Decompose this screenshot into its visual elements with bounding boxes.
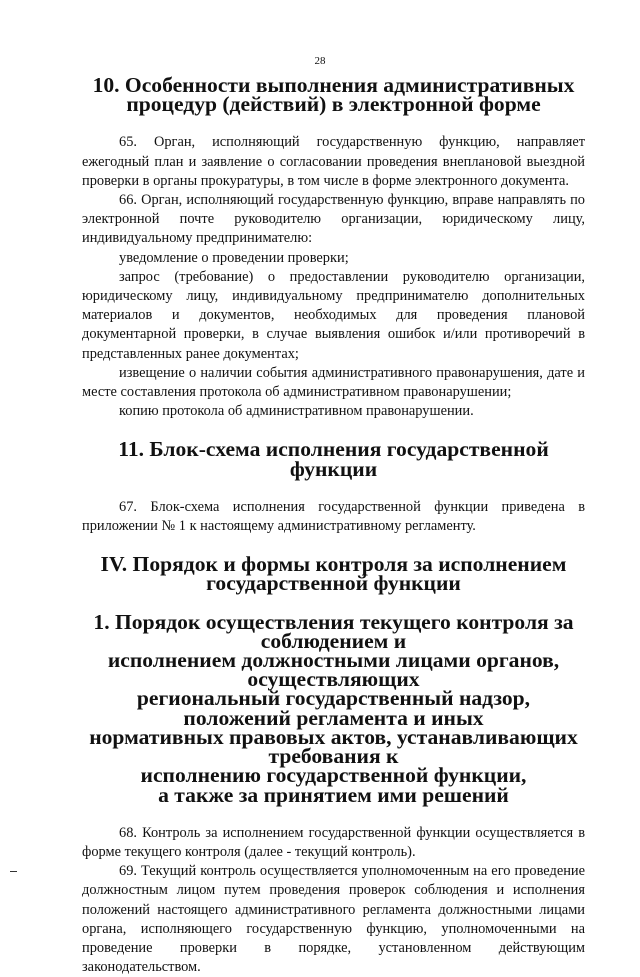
heading-line: а также за принятием ими решений	[158, 782, 509, 807]
paragraph-67: 67. Блок-схема исполнения государственной функции приведена в приложении № 1 к настоящему административному регламенту.	[82, 498, 585, 535]
margin-mark	[10, 871, 17, 872]
list-item: копию протокола об административном правонарушении.	[119, 403, 474, 420]
heading-line: 11. Блок-схема исполнения государственной функции	[118, 437, 549, 481]
heading-line: 10. Особенности выполнения административных	[92, 73, 575, 97]
spacer	[82, 479, 585, 498]
heading-line: нормативных правовых актов, устанавливающих требования к	[89, 724, 578, 769]
heading-line: 1. Порядок осуществления текущего контроля за соблюдением и	[93, 609, 574, 653]
page-content	[82, 73, 585, 977]
heading-line: исполнением должностными лицами органов, осуществляющих	[107, 648, 560, 692]
heading-line: IV. Порядок и формы контроля за исполнением	[100, 552, 567, 577]
section-10-heading	[82, 73, 585, 117]
paragraph-68: 68. Контроль за исполнением государственной функции осуществляется в форме текущего контроля (далее - текущий контроль).	[82, 824, 585, 860]
spacer	[82, 805, 585, 824]
spacer	[82, 114, 585, 133]
list-item: извещение о наличии события административного правонарушения, дате и месте составления протокола об административном правонарушении;	[82, 364, 585, 401]
paragraph-69: 69. Текущий контроль осуществляется уполномоченным на его проведение должностным лицом путем проведения проверок соблюдения и исполнения положений настоящего административного регламента должностными лицами органа, исполняющего государственную функцию, уполномоченными на проведение проверки в порядке, установленном действующим законодательством.	[82, 863, 585, 976]
heading-line: процедур (действий) в электронной форме	[126, 92, 541, 117]
chapter-4-heading	[82, 552, 585, 596]
list-item: уведомление о проведении проверки;	[119, 249, 349, 266]
section-11-heading	[82, 437, 585, 481]
paragraph-66: 66. Орган, исполняющий государственную функцию, вправе направлять по электронной почте руководителю организации, юридическому лицу, индивидуальному предпринимателю:	[82, 192, 585, 247]
page-number: 28	[314, 55, 326, 67]
heading-line: исполнению государственной функции,	[140, 763, 527, 788]
heading-line: государственной функции	[206, 571, 461, 596]
subsection-1-heading	[82, 609, 585, 807]
list-item: запрос (требование) о предоставлении руководителю организации, юридическому лицу, индивидуальному предпринимателю дополнительных материалов и документов, необходимых для проведения плановой документарной проверки, в случае выявления ошибок и/или противоречий в представленных ранее документах;	[82, 268, 585, 362]
paragraph-65: 65. Орган, исполняющий государственную функцию, направляет ежегодный план и заявление о согласовании проведения внеплановой выездной проверки в органы прокуратуры, в том числе в форме электронного документа.	[82, 134, 585, 189]
heading-line: региональный государственный надзор, положений регламента и иных	[136, 686, 531, 730]
